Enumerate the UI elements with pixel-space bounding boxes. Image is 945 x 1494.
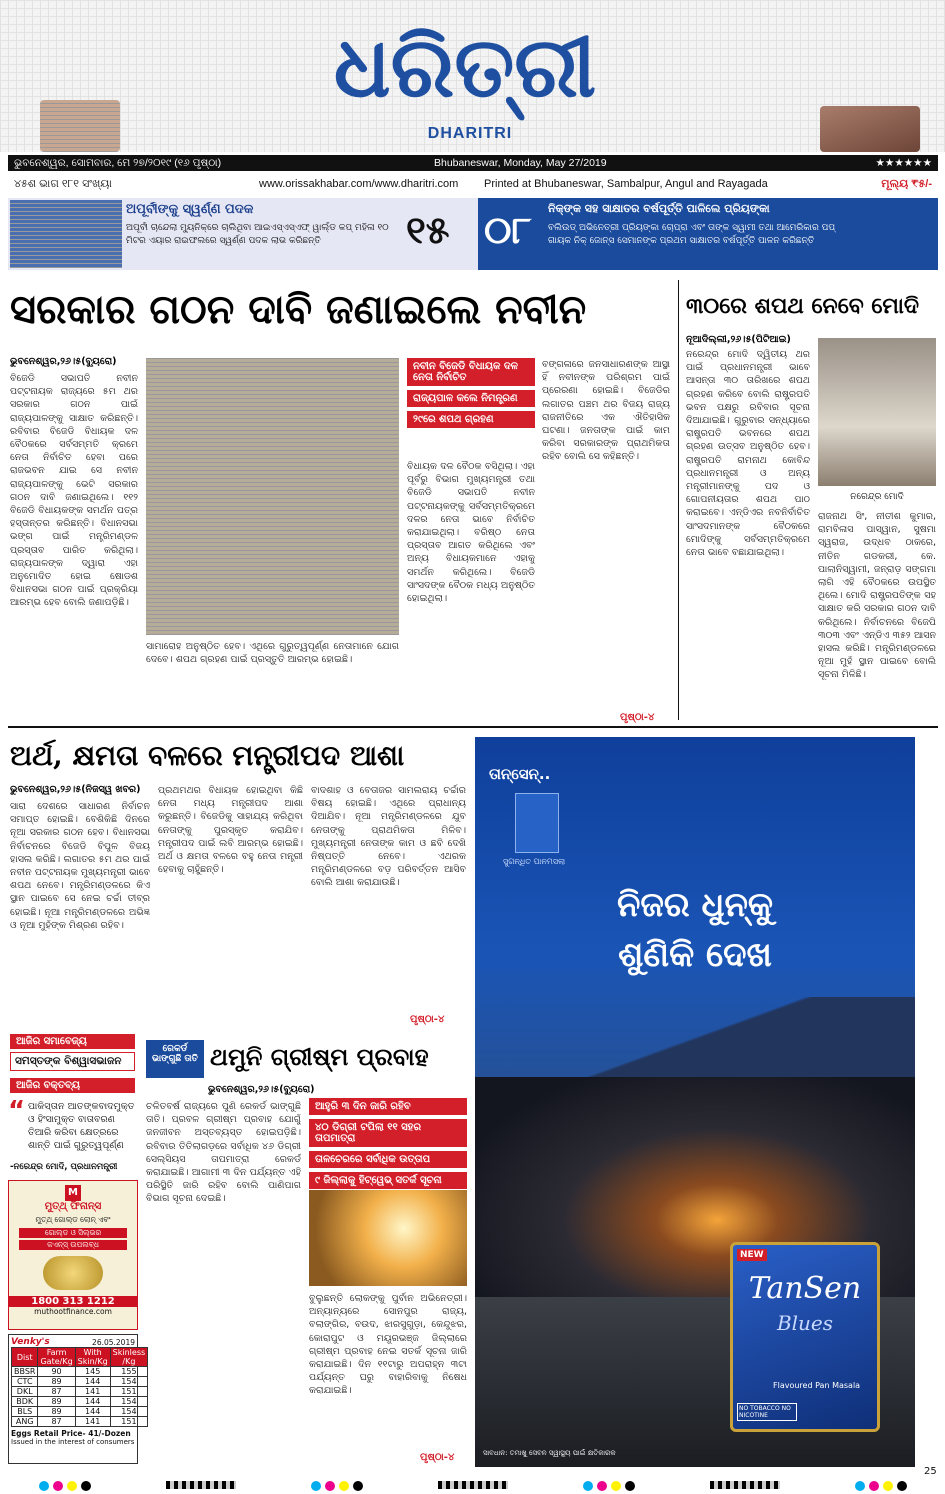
- eggs-row: [12, 1387, 148, 1397]
- eggs-cell: ANG: [12, 1417, 38, 1427]
- thermometer-photo: [309, 1190, 467, 1286]
- teaser-left[interactable]: [8, 198, 478, 270]
- actress-photo: [820, 106, 920, 152]
- lead-bullet-3: ୨୯ରେ ଶପଥ ଗ୍ରହଣ: [407, 411, 535, 428]
- modi-byline: ନୂଆଦିଲ୍ଲୀ,୨୬।୫(ପିଟିଆଇ): [686, 334, 791, 345]
- eggs-cell: 151: [110, 1387, 147, 1397]
- eggs-th: Skinless /Kg: [110, 1348, 147, 1367]
- eggs-cell: BBSR: [12, 1367, 38, 1377]
- lead-bullets: [407, 358, 535, 432]
- heat-headline[interactable]: ଥମୁନି ଗ୍ରୀଷ୍ମ ପ୍ରବାହ: [210, 1042, 429, 1071]
- print-registration-marks: [0, 1478, 945, 1492]
- second-col1: ସାରା ଦେଶରେ ସାଧାରଣ ନିର୍ବାଚନ ସମାପ୍ତ ହୋଇଛି। ବେଶିକିଛି ଦିନରେ ନୂଆ ସରକାର ଗଠନ ହେବ। ବିଧାନସଭା ନିର୍ବାଚନରେ ବିଜେଡି ବିପୁଳ ବିଜୟ ହାସଲ କରିଛି। ଲଗାତର ୫ମ ଥର ପାଇଁ ନବୀନ ପଟ୍ଟନାୟକ ମୁଖ୍ୟମନ୍ତ୍ରୀ ଭାବେ ଶପଥ ନେବେ। ମନ୍ତ୍ରିମଣ୍ଡଳରେ କିଏ ସ୍ଥାନ ପାଇବେ ସେ ନେଇ ଚର୍ଚ୍ଚା ତୀବ୍ର ହୋଇଛି। ନୂଆ ମନ୍ତ୍ରିମଣ୍ଡଳରେ ଅଭିଜ୍ଞ ଓ ନୂଆ ମୁହଁଙ୍କ ମିଶ୍ରଣ ରହିବ।: [10, 801, 150, 931]
- lead-col2: ସାମାରୋହ ଅନୁଷ୍ଠିତ ହେବ। ଏଥିରେ ଗୁରୁତ୍ୱପୂର୍ଣ୍ଣ ନେତାମାନେ ଯୋଗ ଦେବେ। ଶପଥ ଗ୍ରହଣ ପାଇଁ ପ୍ରସ୍ତୁତି ଆରମ୍ଭ ହୋଇଛି।: [146, 641, 399, 666]
- eggs-row: [12, 1417, 148, 1427]
- second-col2: ପ୍ରଥମଥର ବିଧାୟକ ହୋଇଥିବା କିଛି ନେତା ମଧ୍ୟ ମନ୍ତ୍ରୀପଦ ଆଶା କରୁଛନ୍ତି। ବିଜେଡିକୁ ସାହାଯ୍ୟ କରିଥିବା ନେତାଙ୍କୁ ପୁରସ୍କୃତ କରାଯିବ। ମନ୍ତ୍ରୀପଦ ପାଇଁ ଲବି ଆରମ୍ଭ ହୋଇଛି। ଅର୍ଥ ଓ କ୍ଷମତା ବଳରେ ବହୁ ନେତା ମନ୍ତ୍ରୀ ହେବାକୁ ଚାହୁଁଛନ୍ତି।: [158, 785, 303, 876]
- eggs-header-row: [12, 1348, 148, 1367]
- muthoot-line-1: ମୁତ୍‌ଥ୍‌ ଗୋଲ୍ଡ ଲୋନ୍ ଏବଂ: [35, 1215, 111, 1224]
- heat-col2: ବୁଲୁଛନ୍ତି ଲୋକଙ୍କୁ ପୁର୍ବାନ ଅଭିନେତ୍ରୀ। ଅନ୍ୟାନ୍ୟରେ ସୋନପୁର ରାଜ୍ୟ, ବଲାଙ୍ଗିର, ବଉଦ, ଝାରସୁଗୁଡ଼ା, କେନ୍ଦୁଝର, କୋରାପୁଟ ଓ ମୟୂରଭଞ୍ଜ ଜିଲ୍ଲାରେ ଗ୍ରୀଷ୍ମ ପ୍ରବାହ ନେଇ ସତର୍କ ସୂଚନା ଜାରି କରାଯାଇଛି। ଦିନ ୧୧ଟାରୁ ଅପରାହ୍ନ ୩ଟା ପର୍ଯ୍ୟନ୍ତ ଘରୁ ବାହାରିବାକୁ ନିଷେଧ କରାଯାଇଛି।: [309, 1293, 467, 1397]
- heat-tag: [146, 1040, 204, 1078]
- quote-icon: “: [8, 1096, 26, 1126]
- sidebar-quote-author: -ନରେନ୍ଦ୍ର ମୋଦି, ପ୍ରଧାନମନ୍ତ୍ରୀ: [10, 1162, 118, 1172]
- ad-pack-name: TanSen: [748, 1271, 862, 1306]
- website-link[interactable]: www.orissakhabar.com/www.dharitri.com: [259, 178, 459, 190]
- teaser-right-page: ୦୮: [484, 208, 532, 252]
- eggs-row: [12, 1397, 148, 1407]
- eggs-footer-price: Eggs Retail Price- 41/-Dozen: [11, 1429, 131, 1438]
- heat-bullet-3: ତାଳଚେରରେ ସର୍ବାଧିକ ଉତ୍ତାପ: [309, 1151, 467, 1168]
- date-stars: ★★★★★★: [875, 157, 932, 169]
- eggs-cell: 154: [110, 1397, 147, 1407]
- eggs-cell: 89: [38, 1377, 75, 1387]
- second-col3: ବାଦଶାହ ଓ ବେତାଜର ସାମଲରାୟ ଚର୍ଚ୍ଚାର ବିଷୟ ହୋଇଛି। ଏଥିରେ ପ୍ରାଧାନ୍ୟ ଦିଆଯିବ। ନୂଆ ମନ୍ତ୍ରିମଣ୍ଡଳରେ ଯୁବ ନେତାଙ୍କୁ ପ୍ରାଥମିକତା ମିଳିବ। ମୁଖ୍ୟମନ୍ତ୍ରୀ ନେତାଙ୍କ କାମ ଓ ଛବି ଦେଖି ନିଷ୍ପତ୍ତି ନେବେ। ଏଥରକ ମନ୍ତ୍ରିମଣ୍ଡଳରେ ବଡ଼ ପରିବର୍ତ୍ତନ ଆସିବ ବୋଲି ଆଶା କରାଯାଉଛି।: [311, 785, 466, 889]
- eggs-cell: 141: [75, 1417, 110, 1427]
- ad-brand-sub: ସୁଗନ୍ଧିତ ପାନମସଲା: [503, 857, 566, 866]
- second-continued[interactable]: ପୃଷ୍ଠା-୪: [410, 1014, 445, 1025]
- modi-caption: ନରେନ୍ଦ୍ର ମୋଦି: [850, 492, 904, 502]
- muthoot-phone: 1800 313 1212: [9, 1296, 137, 1307]
- eggs-cell: 151: [110, 1417, 147, 1427]
- ad-pack-new: NEW: [737, 1249, 767, 1261]
- modi-photo: [818, 338, 936, 486]
- eggs-date: 26.05.2019: [92, 1337, 135, 1347]
- date-english: Bhubaneswar, Monday, May 27/2019: [434, 157, 607, 169]
- modi-col2: ରାଜନାଥ ସିଂ, ନୀତୀଶ କୁମାର, ରାମବିଳାସ ପାସ୍‌ୱାନ, ସୁଷମା ସ୍ୱରାଜ, ଉଦ୍ଧବ ଠାକରେ, ନୀତିନ ଗଡକରୀ, କେ. ପାଲାନିସ୍ୱାମୀ, ଜନ୍‌ରାଡ଼ ସଙ୍ଗମା ଲାଗି ଏହି ବୈଠକରେ ଉପସ୍ଥିତ ଥିଲେ। ମୋଦି ରାଷ୍ଟ୍ରପତିଙ୍କ ସହ ସାକ୍ଷାତ କରି ସରକାର ଗଠନ ଦାବି କରିଥିଲେ। ନିର୍ବାଚନରେ ବିଜେପି ୩୦୩ ଏବଂ ଏନ୍‌ଡିଏ ୩୫୨ ଆସନ ହାସଲ କରିଛି। ମନ୍ତ୍ରିମଣ୍ଡଳରେ ନୂଆ ମୁହଁ ସ୍ଥାନ ପାଇବେ ବୋଲି ସୂଚନା ମିଳିଛି।: [818, 511, 936, 681]
- masthead-logo-english: DHARITRI: [427, 125, 513, 142]
- modi-col1: ନରେନ୍ଦ୍ର ମୋଦି ଦ୍ୱିତୀୟ ଥର ପାଇଁ ପ୍ରଧାନମନ୍ତ୍ରୀ ଭାବେ ଆସନ୍ତା ୩୦ ତାରିଖରେ ଶପଥ ଗ୍ରହଣ କରିବେ ବୋଲି ରାଷ୍ଟ୍ରପତି ଭବନ ପକ୍ଷରୁ ରବିବାର ସୂଚନା ଦିଆଯାଇଛି। ଗୁରୁବାର ସନ୍ଧ୍ୟାରେ ରାଷ୍ଟ୍ରପତି ଭବନରେ ଶପଥ ଗ୍ରହଣ ଉତ୍ସବ ଅନୁଷ୍ଠିତ ହେବ। ରାଷ୍ଟ୍ରପତି ରାମନାଥ କୋବିନ୍ଦ ପ୍ରଧାନମନ୍ତ୍ରୀ ଓ ଅନ୍ୟ ମନ୍ତ୍ରୀମାନଙ୍କୁ ପଦ ଓ ଗୋପନୀୟତାର ଶପଥ ପାଠ କରାଇବେ। ଏନ୍‌ଡିଏର ନବନିର୍ବାଚିତ ସାଂସଦମାନଙ୍କ ବୈଠକରେ ମୋଦିଙ୍କୁ ସର୍ବସମ୍ମତିକ୍ରମେ ନେତା ଭାବେ ବଛାଯାଇଥିଲା।: [686, 349, 810, 559]
- lead-col3: ବିଧାୟକ ଦଳ ବୈଠକ ବସିଥିଲା। ଏହା ପୂର୍ବରୁ ବିଭାଗ ମୁଖ୍ୟମନ୍ତ୍ରୀ ତଥା ବିଜେଡି ସଭାପତି ନବୀନ ପଟ୍ଟନାୟକଙ୍କୁ ସର୍ବସମ୍ମତିକ୍ରମେ ଦଳର ନେତା ଭାବେ ନିର୍ବାଚିତ କରାଯାଇଥିଲା। ବରିଷ୍ଠ ନେତା ପ୍ରସ୍ତାବ ଆଗତ କରିଥିଲେ ଏବଂ ଅନ୍ୟ ବିଧାୟକମାନେ ଏହାକୁ ସମର୍ଥନ କରିଥିଲେ। ବିଜେଡି ସାଂସଦଙ୍କ ବୈଠକ ମଧ୍ୟ ଅନୁଷ୍ଠିତ ହୋଇଥିଲା।: [407, 461, 535, 605]
- lead-bullet-1: ନବୀନ ବିଜେଡି ବିଧାୟକ ଦଳ ନେତା ନିର୍ବାଚିତ: [407, 358, 535, 386]
- teaser-right[interactable]: [478, 198, 938, 270]
- ad-pack-desc: Flavoured Pan Masala: [773, 1381, 861, 1390]
- eggs-cell: 90: [38, 1367, 75, 1377]
- eggs-header: [11, 1337, 135, 1347]
- ad-pack-warn: NO TOBACCO NO NICOTINE: [737, 1403, 797, 1421]
- eggs-cell: BLS: [12, 1407, 38, 1417]
- lead-byline: ଭୁବନେଶ୍ୱର,୨୬।୫(ବ୍ୟୁରୋ): [10, 356, 117, 367]
- info-row: [8, 174, 938, 194]
- eggs-cell: BDK: [12, 1397, 38, 1407]
- eggs-footer-note: Issued in the interest of consumers: [11, 1438, 135, 1446]
- eggs-cell: 141: [75, 1387, 110, 1397]
- second-byline: ଭୁବନେଶ୍ୱର,୨୬।୫(ନିଜସ୍ୱ ଖବର): [10, 784, 141, 795]
- section-divider: [8, 726, 938, 728]
- teaser-strip: [8, 198, 938, 270]
- lead-continued[interactable]: ପୃଷ୍ଠା-୪: [620, 712, 655, 723]
- volume-info: ୪୫ଶ ଭାଗ ୧୮୧ ସଂଖ୍ୟା: [14, 178, 112, 190]
- gold-coin-icon: [43, 1256, 103, 1290]
- eggs-cell: 87: [38, 1417, 75, 1427]
- teaser-left-page: ୧୫: [406, 208, 450, 252]
- eggs-cell: 144: [75, 1397, 110, 1407]
- muthoot-ad[interactable]: [8, 1180, 138, 1330]
- teaser-right-title: ନିକ୍‌ଙ୍କ ସହ ସାକ୍ଷାତର ବର୍ଷପୂର୍ତ୍ତି ପାଳିଲେ ପ୍ରିୟଙ୍କା: [548, 202, 770, 215]
- eggs-cell: 145: [75, 1367, 110, 1377]
- heat-tag-2: ଭାଙ୍ଗୁଛି ତାତି: [152, 1054, 198, 1064]
- lead-photo: [146, 358, 399, 635]
- sidebar-today-text: ସମସ୍ତଙ୍କ ବିଶ୍ୱାସଭାଜନ: [10, 1052, 135, 1071]
- sidebar-quote-text: ପାକିସ୍ତାନ ଆତଙ୍କବାଦମୁକ୍ତ ଓ ହିଂସାମୁକ୍ତ ବାତାବରଣ ତିଆରି କରିବା କ୍ଷେତ୍ରରେ ଶାନ୍ତି ପାଇଁ ଗୁରୁତ୍ୱପୂର୍ଣ୍ଣ: [28, 1101, 135, 1151]
- eggs-row: [12, 1377, 148, 1387]
- ad-tagline-1: ନିଜର ଧୁନ୍‌କୁ: [616, 885, 774, 925]
- teaser-right-text: ବଲିଉଡ୍ ଅଭିନେତ୍ରୀ ପ୍ରିୟଙ୍କା ଚୋପ୍ରା ଏବଂ ତାଙ୍କ ସ୍ୱାମୀ ତଥା ଆମେରିକାର ପପ୍ ଗାୟକ ନିକ୍ ଜୋନ୍ସ ସେମାନଙ୍କ ପ୍ରଥମ ସାକ୍ଷାତର ବର୍ଷପୂର୍ତ୍ତି ପାଳନ କରିଛନ୍ତି: [548, 223, 836, 246]
- eggs-table: [11, 1347, 148, 1427]
- ad-brand-badge: [515, 793, 559, 853]
- eggs-cell: 144: [75, 1407, 110, 1417]
- date-odia: ଭୁବନେଶ୍ୱର, ସୋମବାର, ମେ ୨୭/୨୦୧୯ (୧୬ ପୃଷ୍ଠା): [14, 157, 222, 169]
- sidebar-today-label: ଆଜିର ସମାବେଜ୍ୟ: [10, 1034, 135, 1049]
- date-bar: [8, 155, 938, 171]
- lead-headline[interactable]: ସରକାର ଗଠନ ଦାବି ଜଣାଇଲେ ନବୀନ: [10, 286, 587, 333]
- lead-col4: ବଙ୍ଗଳାରେ ଜନସାଧାରଣଙ୍କ ଆସ୍ଥା ହିଁ ନବୀନଙ୍କ ପରିଶ୍ରମ ପାଇଁ ପ୍ରେରଣା ହୋଇଛି। ବିଜେଡିର ଲଗାତର ପଞ୍ଚମ ଥର ବିଜୟ ରାଜ୍ୟ ରାଜନୀତିରେ ଏକ ଐତିହାସିକ ଘଟଣା। ଜନତାଙ୍କ ପାଇଁ କାମ କରିବା ସରକାରଙ୍କ ପ୍ରାଥମିକତା ରହିବ ବୋଲି ସେ କହିଛନ୍ତି।: [542, 359, 670, 463]
- ad-disclaimer: ସାବଧାନ: ତମାଖୁ ସେବନ ସ୍ୱାସ୍ଥ୍ୟ ପାଇଁ କ୍ଷତିକାରକ: [483, 1449, 616, 1457]
- lead-col1: ବିଜେଡି ସଭାପତି ନବୀନ ପଟ୍ଟନାୟକ ରାଜ୍ୟରେ ୫ମ ଥର ସରକାର ଗଠନ ପାଇଁ ରାଜ୍ୟପାଳଙ୍କୁ ସାକ୍ଷାତ କରିଛନ୍ତି। ରବିବାର ବିଜେଡି ବିଧାୟକ ଦଳ ବୈଠକରେ ସର୍ବସମ୍ମତି କ୍ରମେ ନେତା ନିର୍ବାଚିତ ହେବା ପରେ ରାଜଭବନ ଯାଇ ସେ ନବୀନ ରାଜ୍ୟପାଳଙ୍କୁ ଭେଟି ସରକାର ଗଠନ ଦାବି ଜଣାଇଥିଲେ। ୧୧୨ ବିଜେଡି ବିଧାୟକଙ୍କ ସମର୍ଥନ ପତ୍ର ହସ୍ତାନ୍ତର କରିଛନ୍ତି। ବିଧାନସଭା ଭଙ୍ଗ ପାଇଁ ମନ୍ତ୍ରିମଣ୍ଡଳ ପ୍ରସ୍ତାବ ପାରିତ କରିଥିଲା। ରାଜ୍ୟପାଳଙ୍କ ଦ୍ୱାରା ଏହା ଅନୁମୋଦିତ ହୋଇ ଷୋଡଶ ବିଧାନସଭା ଗଠନ ପାଇଁ ପ୍ରକ୍ରିୟା ଆରମ୍ଭ ହେବ ବୋଲି ଜଣାପଡ଼ିଛି।: [10, 373, 138, 609]
- heat-bullet-4: ୯ ଜିଲ୍ଲାକୁ ହିଟ୍‌ୱେଭ୍ ସତର୍କ ସୂଚନା: [309, 1172, 467, 1189]
- venkys-logo: Venky's: [11, 1337, 50, 1347]
- price: ମୂଲ୍ୟ ₹୫/-: [881, 178, 932, 190]
- eggs-cell: 144: [75, 1377, 110, 1387]
- muthoot-line-3: କଏନ୍‌ସ୍ ଉପଲବ୍ଧ: [19, 1240, 127, 1250]
- eggs-cell: 154: [110, 1407, 147, 1417]
- eggs-cell: DKL: [12, 1387, 38, 1397]
- eggs-th: Dist: [12, 1348, 38, 1367]
- muthoot-brand: ମୁତ୍‌ଥ୍‌ ଫିନାନ୍ସ: [44, 1201, 102, 1212]
- eggs-th: Farm Gate/Kg: [38, 1348, 75, 1367]
- eggs-cell: 89: [38, 1407, 75, 1417]
- eggs-cell: 155: [110, 1367, 147, 1377]
- sidebar-quote-label: ଆଜିର ବକ୍ତବ୍ୟ: [10, 1078, 135, 1093]
- modi-box-border: [678, 280, 679, 720]
- ad-tagline-2: ଶୁଣିକି ଦେଖ: [618, 935, 772, 975]
- ad-pack-sub: Blues: [776, 1311, 834, 1335]
- eggs-cell: 154: [110, 1377, 147, 1387]
- eggs-row: [12, 1407, 148, 1417]
- eggs-cell: 89: [38, 1397, 75, 1407]
- eggs-row: [12, 1367, 148, 1377]
- heat-col1: ଚଳିତବର୍ଷ ରାଜ୍ୟରେ ପୁଣି ରେକର୍ଡ ଭାଙ୍ଗୁଛି ତାତି। ପ୍ରବଳ ଗ୍ରୀଷ୍ମ ପ୍ରବାହ ଯୋଗୁଁ ଜନଜୀବନ ଅସ୍ତବ୍ୟସ୍ତ ହୋଇପଡ଼ିଛି। ରବିବାର ତିତିଲାଗଡ଼ରେ ସର୍ବାଧିକ ୪୬ ଡିଗ୍ରୀ ସେଲ୍‌ସିୟସ ତାପମାତ୍ରା ରେକର୍ଡ କରାଯାଇଛି। ଆଗାମୀ ୩ ଦିନ ପର୍ଯ୍ୟନ୍ତ ଏହି ପରିସ୍ଥିତି ଜାରି ରହିବ ବୋଲି ପାଣିପାଗ ବିଭାଗ ସୂଚନା ଦେଇଛି।: [146, 1101, 301, 1205]
- second-headline[interactable]: ଅର୍ଥ, କ୍ଷମତା ବଳରେ ମନ୍ତ୍ରୀପଦ ଆଶା: [10, 739, 405, 772]
- heat-continued[interactable]: ପୃଷ୍ଠା-୪: [420, 1452, 455, 1463]
- lead-bullet-2: ରାଜ୍ୟପାଳ କଲେ ନିମନ୍ତ୍ରଣ: [407, 390, 535, 407]
- muthoot-web: muthootfinance.com: [34, 1307, 112, 1316]
- heat-bullets: [309, 1098, 467, 1193]
- ad-pack: [730, 1242, 880, 1432]
- print-centers: Printed at Bhubaneswar, Sambalpur, Angul and Rayagada: [484, 178, 768, 190]
- teaser-left-title: ଅପୂର୍ବୀଙ୍କୁ ସ୍ୱର୍ଣ୍ଣ ପଦକ: [126, 202, 254, 217]
- teaser-left-photo: [10, 200, 122, 268]
- eggs-th: With Skin/Kg: [75, 1348, 110, 1367]
- heat-bullet-2: ୪୦ ଡିଗ୍ରୀ ଟପିଲା ୧୧ ସହର ତାପମାତ୍ରା: [309, 1119, 467, 1147]
- masthead-logo: ଧରିତ୍ରୀ: [333, 17, 597, 116]
- eggs-cell: CTC: [12, 1377, 38, 1387]
- heat-bullet-1: ଆହୁରି ୩ ଦିନ ଜାରି ରହିବ: [309, 1098, 467, 1115]
- ad-brand: ତାନ୍‌ସେନ୍..: [489, 765, 551, 783]
- muthoot-line-2: ଗୋଲ୍ଡ ଓ ସିଲ୍‌ଭର: [19, 1228, 127, 1238]
- heat-tag-1: ରେକର୍ଡ: [162, 1044, 188, 1054]
- heat-byline: ଭୁବନେଶ୍ୱର,୨୬।୫(ବ୍ୟୁରୋ): [208, 1084, 315, 1095]
- eggs-table-box: [8, 1334, 146, 1464]
- page-number: 25: [924, 1466, 937, 1477]
- athlete-photo: [40, 100, 120, 152]
- tansen-advert[interactable]: [475, 737, 915, 1467]
- eggs-cell: 87: [38, 1387, 75, 1397]
- teaser-left-text: ଅପୂର୍ବୀ ଚାନ୍ଦେଲା ମ୍ୟୁନିକ୍‌ରେ ଚାଲିଥିବା ଆଇଏସ୍‌ଏସ୍‌ଏଫ୍ ୱାର୍ଲ୍ଡ କପ୍ ମହିଳା ୧୦ ମିଟର ଏୟାର ରାଇଫଲରେ ସ୍ୱର୍ଣ୍ଣ ପଦକ ଲାଭ କରିଛନ୍ତି: [126, 223, 389, 246]
- muthoot-logo-icon: M: [65, 1185, 81, 1201]
- modi-headline[interactable]: ୩୦ରେ ଶପଥ ନେବେ ମୋଦି: [686, 293, 920, 319]
